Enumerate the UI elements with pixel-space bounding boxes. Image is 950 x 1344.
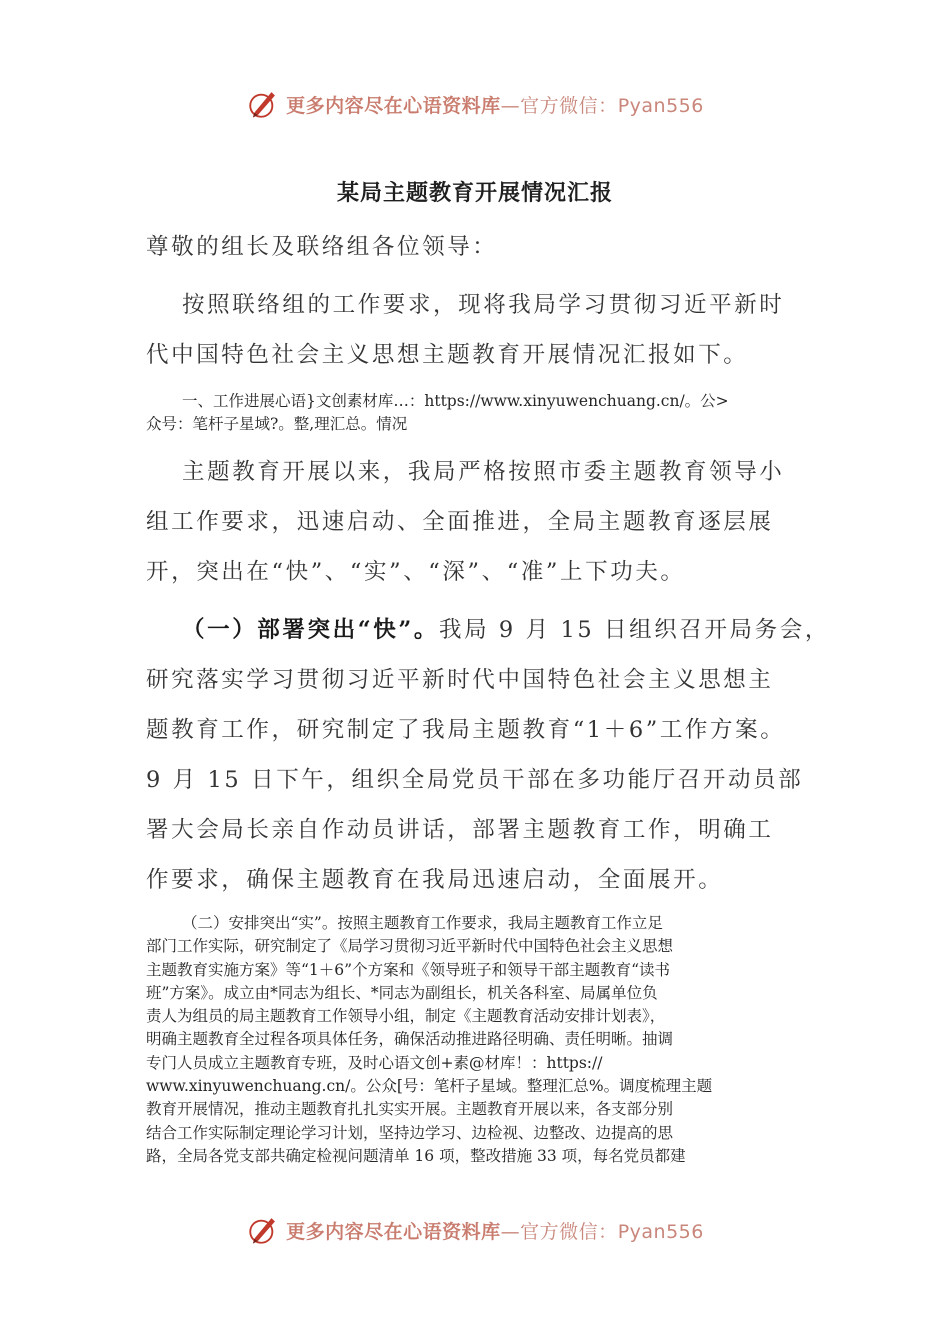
para3-line: 教育开展情况，推动主题教育扎扎实实开展。主题教育开展以来，各支部分别 xyxy=(146,1100,674,1119)
paragraph-3 xyxy=(146,912,806,1168)
banner-wechat-label: 官方微信： xyxy=(520,94,618,117)
para2-line: 署大会局长亲自作动员讲话，部署主题教育工作，明确工 xyxy=(146,817,774,843)
section1-line: 众号：笔杆子星域?。整,理汇总。情况 xyxy=(146,415,408,434)
para3-line: 专门人员成立主题教育专班，及时心语文创+素@材库！：https:// xyxy=(146,1053,603,1072)
para2-line: 作要求，确保主题教育在我局迅速启动，全面展开。 xyxy=(146,867,724,893)
footer-banner xyxy=(0,1208,950,1252)
banner-text xyxy=(286,1217,704,1244)
paragraph-1 xyxy=(146,447,816,597)
para3-line: 明确主题教育全过程各项具体任务，确保活动推进路径明确、责任明晰。抽调 xyxy=(146,1030,674,1049)
pen-logo-icon xyxy=(246,1213,280,1247)
para2-line: 题教育工作，研究制定了我局主题教育“1＋6”工作方案。 xyxy=(146,717,786,743)
banner-text xyxy=(286,91,704,118)
para3-line: 主题教育实施方案》等“1＋6”个方案和《领导班子和领导干部主题教育“读书 xyxy=(146,960,670,979)
para2-first-line xyxy=(146,605,830,655)
banner-wechat-id: Pyan556 xyxy=(617,1220,704,1243)
banner-wechat-id: Pyan556 xyxy=(617,94,704,117)
section1-heading xyxy=(146,390,806,437)
banner-brand: 更多内容尽在心语资料库 xyxy=(286,1220,501,1243)
para3-line: （二）安排突出“实”。按照主题教育工作要求，我局主题教育工作立足 xyxy=(182,914,663,932)
intro-paragraph xyxy=(146,280,816,380)
document-title: 某局主题教育开展情况汇报 xyxy=(336,180,613,206)
para2-line: 研究落实学习贯彻习近平新时代中国特色社会主义思想主 xyxy=(146,667,774,693)
para3-line: 部门工作实际，研究制定了《局学习贯彻习近平新时代中国特色社会主义思想 xyxy=(146,937,674,956)
banner-brand: 更多内容尽在心语资料库 xyxy=(286,94,501,117)
para3-line: 结合工作实际制定理论学习计划，坚持边学习、边检视、边整改、边提高的思 xyxy=(146,1123,674,1142)
banner-separator: — xyxy=(500,94,521,117)
para2-first: 我局 9 月 15 日组织召开局务会， xyxy=(438,617,830,643)
pen-logo-icon xyxy=(246,87,280,121)
banner-wechat-label: 官方微信： xyxy=(520,1220,618,1243)
header-banner xyxy=(0,82,950,126)
para3-line: 路，全局各党支部共确定检视问题清单 16 项，整改措施 33 项，每名党员都建 xyxy=(146,1146,686,1165)
intro-line: 按照联络组的工作要求，现将我局学习贯彻习近平新时 xyxy=(182,292,785,318)
para2-heading: （一）部署突出“快”。 xyxy=(182,617,439,643)
salutation: 尊敬的组长及联络组各位领导： xyxy=(146,234,498,260)
para1-line: 主题教育开展以来，我局严格按照市委主题教育领导小 xyxy=(182,459,785,485)
para3-line: 班”方案》。成立由*同志为组长、*同志为副组长，机关各科室、局属单位负 xyxy=(146,983,658,1002)
para1-line: 组工作要求，迅速启动、全面推进，全局主题教育逐层展 xyxy=(146,509,774,535)
banner-separator: — xyxy=(500,1220,521,1243)
paragraph-2 xyxy=(146,605,830,905)
intro-line: 代中国特色社会主义思想主题教育开展情况汇报如下。 xyxy=(146,342,749,368)
salutation-block xyxy=(146,222,816,272)
para2-line: 9 月 15 日下午，组织全局党员干部在多功能厅召开动员部 xyxy=(146,767,804,793)
para1-line: 开，突出在“快”、“实”、“深”、“准”上下功夫。 xyxy=(146,559,686,585)
para3-line: www.xinyuwenchuang.cn/。公众[号：笔杆子星域。整理汇总%。调度梳理主题 xyxy=(146,1077,713,1096)
section1-line: 一、工作进展心语}文创素材库…：https://www.xinyuwenchuang.cn/。公> xyxy=(182,392,729,410)
para3-line: 责人为组员的局主题教育工作领导小组，制定《主题教育活动安排计划表》， xyxy=(146,1007,666,1026)
